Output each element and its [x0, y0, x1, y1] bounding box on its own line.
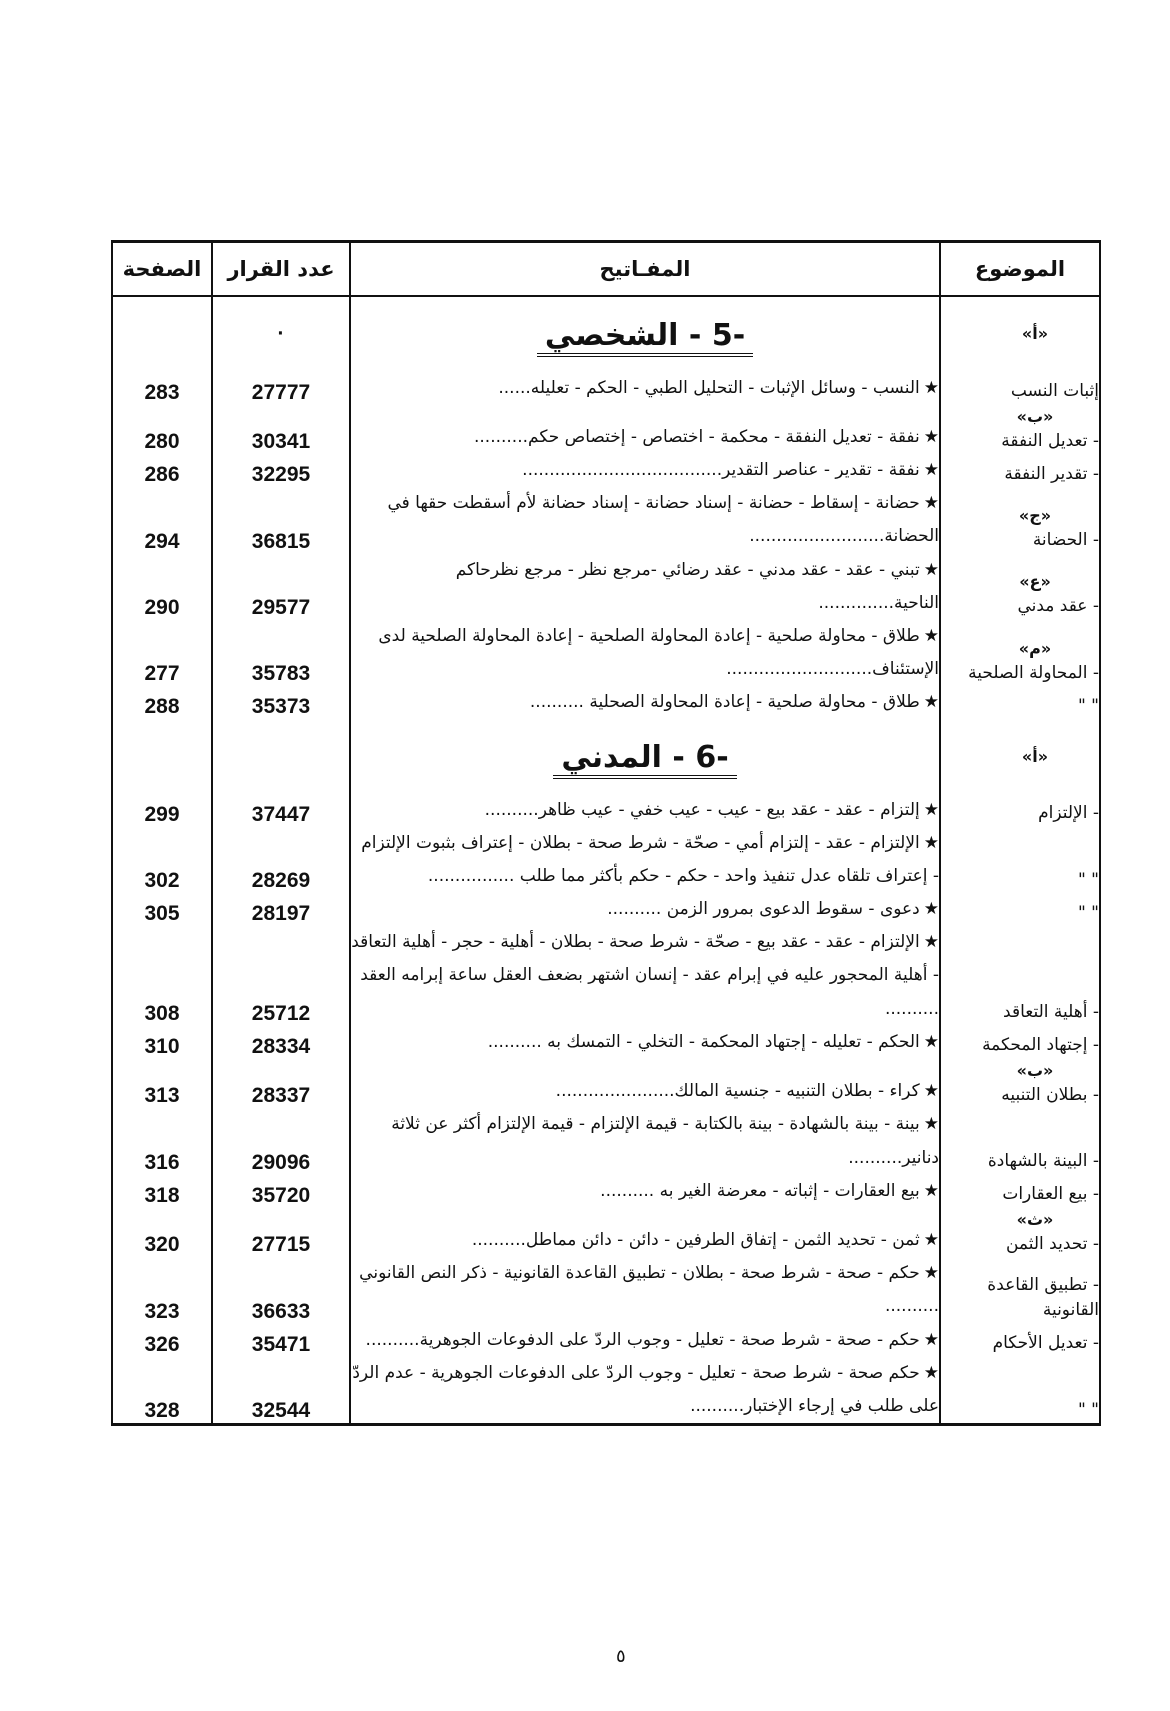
section-title: -5 - الشخصي [537, 318, 753, 357]
table-row [112, 827, 1100, 893]
table-row [112, 405, 1100, 455]
subject-label: - الإلتزام [1038, 803, 1099, 824]
star-icon: ★ [923, 493, 939, 514]
decision-number: 35373 [212, 686, 350, 719]
section-marker: «أ» [1021, 746, 1049, 766]
decision-number: 25712 [212, 926, 350, 1025]
subject-cell [940, 1108, 1100, 1174]
keywords-cell [350, 893, 940, 926]
subject-cell [940, 1257, 1100, 1323]
star-icon: ★ [923, 1031, 939, 1052]
table-row [112, 620, 1100, 686]
star-icon: ★ [923, 559, 939, 580]
subject-cell [940, 1026, 1100, 1059]
subject-cell [940, 1324, 1100, 1357]
keywords-text: الإلتزام - عقد - إلتزام أمي - صحّة - شرط صحة - بطلان - إعتراف بثبوت الإلتزام - إعتراف تلقاه عدل تنفيذ واحد - حكم - حكم بأكثر مما طلب ................ [361, 832, 939, 887]
keywords-cell [350, 372, 940, 405]
star-icon: ★ [923, 625, 939, 646]
decision-number: 32295 [212, 454, 350, 487]
keywords-text: حضانة - إسقاط - حضانة - إسناد حضانة - إسناد حضانة لأم أسقطت حقها في الحضانة......................... [387, 493, 939, 547]
keywords-text: نفقة - تقدير - عناصر التقدير..................................... [522, 460, 920, 481]
table-row [112, 1108, 1100, 1174]
subject-cell [940, 794, 1100, 827]
page-ref: 313 [112, 1059, 212, 1109]
keywords-cell [350, 554, 940, 620]
subject-label: - تعديل الأحكام [992, 1333, 1099, 1354]
keywords-cell [350, 487, 940, 553]
table-row [112, 1175, 1100, 1208]
subject-label: " " [1077, 869, 1099, 890]
header-page: الصفحة [112, 242, 212, 297]
decision-number: 30341 [212, 405, 350, 455]
table-row [112, 926, 1100, 1025]
letter-marker: «ع» [1019, 572, 1051, 592]
subject-cell [940, 620, 1100, 686]
section-marker-cell [940, 719, 1100, 794]
letter-marker: «ج» [1018, 506, 1052, 526]
decision-number: 35783 [212, 620, 350, 686]
empty-cell [212, 719, 350, 794]
section-title: -6 - المدني [553, 740, 736, 779]
page-number: ٥ [616, 1646, 626, 1667]
letter-marker: «ب» [1016, 1060, 1054, 1080]
keywords-text: إلتزام - عقد - عقد بيع - عيب - عيب خفي - عيب ظاهر.......... [484, 799, 920, 820]
page-ref: 310 [112, 1026, 212, 1059]
star-icon: ★ [923, 1230, 939, 1251]
subject-cell [940, 454, 1100, 487]
subject-cell [940, 1059, 1100, 1109]
keywords-text: بينة - بينة بالشهادة - بينة بالكتابة - قيمة الإلتزام - قيمة الإلتزام أكثر عن ثلاثة دنانير.......... [391, 1114, 939, 1168]
page-ref: 316 [112, 1108, 212, 1174]
subject-cell [940, 827, 1100, 893]
subject-label: " " [1077, 902, 1099, 923]
decision-number: 28269 [212, 827, 350, 893]
subject-cell [940, 1357, 1100, 1425]
keywords-cell [350, 827, 940, 893]
page-ref: 290 [112, 554, 212, 620]
keywords-text: حكم - صحة - شرط صحة - بطلان - تطبيق القاعدة القانونية - ذكر النص القانوني .......... [359, 1263, 939, 1317]
header-subject: الموضوع [940, 242, 1100, 297]
decision-number: 28334 [212, 1026, 350, 1059]
header-decision-no: عدد القرار [212, 242, 350, 297]
subject-label: - تحديد الثمن [1005, 1233, 1099, 1254]
letter-marker: «م» [1018, 638, 1052, 658]
subject-cell [940, 1208, 1100, 1258]
star-icon: ★ [923, 427, 939, 447]
decision-number: 29577 [212, 554, 350, 620]
page-ref: 305 [112, 893, 212, 926]
subject-label: - بيع العقارات [1002, 1184, 1099, 1205]
empty-cell [112, 719, 212, 794]
letter-marker: «ب» [1016, 406, 1054, 426]
section-title-cell [350, 719, 940, 794]
section-row-5: «أ» -5 - الشخصي · [112, 296, 1100, 372]
keywords-text: النسب - وسائل الإثبات - التحليل الطبي - الحكم - تعليله...... [498, 377, 920, 398]
keywords-text: طلاق - محاولة صلحية - إعادة المحاولة الصلحية - إعادة المحاولة الصلحية لدى الإستئناف........................... [378, 625, 939, 679]
keywords-cell [350, 1108, 940, 1174]
decision-number: 27777 [212, 372, 350, 405]
subject-label: - الحضانة [1032, 530, 1099, 551]
page-ref: 299 [112, 794, 212, 827]
keywords-cell [350, 620, 940, 686]
index-table [111, 240, 1101, 1426]
subject-label: - أهلية التعاقد [1003, 1002, 1099, 1023]
decision-number: 28337 [212, 1059, 350, 1109]
table-row [112, 454, 1100, 487]
keywords-text: الحكم - تعليله - إجتهاد المحكمة - التخلي - التمسك به .......... [487, 1031, 920, 1052]
keywords-cell [350, 926, 940, 1025]
subject-label: " " [1077, 695, 1099, 716]
keywords-text: بيع العقارات - إثباته - معرضة الغير به .......... [600, 1180, 920, 1201]
table-row [112, 487, 1100, 553]
keywords-cell [350, 405, 940, 455]
subject-label: - تطبيق القاعدة القانونية [987, 1274, 1099, 1321]
table-row [112, 1059, 1100, 1109]
keywords-cell [350, 1324, 940, 1357]
subject-label: - المحاولة الصلحية [968, 662, 1099, 683]
keywords-cell [350, 454, 940, 487]
keywords-text: حكم - صحة - شرط صحة - تعليل - وجوب الردّ على الدفوعات الجوهرية.......... [365, 1329, 920, 1350]
table-row [112, 1257, 1100, 1323]
keywords-text: دعوى - سقوط الدعوى بمرور الزمن .......... [607, 899, 920, 920]
keywords-cell [350, 1175, 940, 1208]
keywords-cell [350, 1208, 940, 1258]
page-ref: 302 [112, 827, 212, 893]
table-row [112, 1324, 1100, 1357]
star-icon: ★ [923, 460, 939, 481]
page-ref: 328 [112, 1357, 212, 1425]
table-row [112, 893, 1100, 926]
decision-number: 36633 [212, 1257, 350, 1323]
table-row [112, 1357, 1100, 1425]
table-row [112, 372, 1100, 405]
subject-cell [940, 372, 1100, 405]
star-icon: ★ [923, 932, 939, 953]
star-icon: ★ [923, 1263, 939, 1284]
decision-number: 37447 [212, 794, 350, 827]
subject-label: إثبات النسب [1010, 381, 1099, 402]
table-row [112, 1026, 1100, 1059]
table-header-row [112, 242, 1100, 297]
page-ref: 320 [112, 1208, 212, 1258]
star-icon: ★ [923, 899, 939, 920]
subject-label: - تعديل النفقة [1001, 430, 1099, 451]
keywords-text: كراء - بطلان التنبيه - جنسية المالك...................... [555, 1081, 920, 1102]
decision-number: 35471 [212, 1324, 350, 1357]
subject-label: - تقدير النفقة [1004, 463, 1099, 484]
subject-cell [940, 926, 1100, 1025]
section-row-6 [112, 719, 1100, 794]
star-icon: ★ [923, 1180, 939, 1201]
decision-number: 32544 [212, 1357, 350, 1425]
keywords-cell [350, 1357, 940, 1425]
subject-cell [940, 405, 1100, 455]
subject-label: - إجتهاد المحكمة [982, 1035, 1099, 1056]
keywords-text: طلاق - محاولة صلحية - إعادة المحاولة الصحلية .......... [529, 692, 920, 713]
decision-number: 35720 [212, 1175, 350, 1208]
section-marker: «أ» [1021, 324, 1049, 344]
decision-number: 28197 [212, 893, 350, 926]
star-icon: ★ [923, 1329, 939, 1350]
page-ref: 308 [112, 926, 212, 1025]
star-icon: ★ [923, 692, 939, 713]
subject-label: - عقد مدني [1017, 596, 1099, 617]
subject-cell [940, 893, 1100, 926]
page-ref: 283 [112, 372, 212, 405]
subject-cell [940, 487, 1100, 553]
page-ref: 280 [112, 405, 212, 455]
subject-label: " " [1077, 1399, 1099, 1420]
page-ref: 323 [112, 1257, 212, 1323]
page-ref: 294 [112, 487, 212, 553]
decision-number: 27715 [212, 1208, 350, 1258]
decision-number: 29096 [212, 1108, 350, 1174]
table-row [112, 1208, 1100, 1258]
star-icon: ★ [923, 1081, 939, 1102]
subject-label: - بطلان التنبيه [1001, 1084, 1099, 1105]
page-ref: 318 [112, 1175, 212, 1208]
keywords-text: نفقة - تعديل النفقة - محكمة - اختصاص - إختصاص حكم.......... [473, 427, 920, 447]
subject-cell [940, 686, 1100, 719]
decision-number: 36815 [212, 487, 350, 553]
table-row [112, 794, 1100, 827]
subject-cell [940, 554, 1100, 620]
table-row [112, 686, 1100, 719]
keywords-cell [350, 686, 940, 719]
star-icon: ★ [923, 377, 939, 398]
page-ref: 326 [112, 1324, 212, 1357]
letter-marker: «ث» [1016, 1209, 1054, 1229]
keywords-cell [350, 1026, 940, 1059]
keywords-text: ثمن - تحديد الثمن - إتفاق الطرفين - دائن - دائن مماطل.......... [471, 1230, 920, 1251]
keywords-text: حكم صحة - شرط صحة - تعليل - وجوب الردّ على الدفوعات الجوهرية - عدم الردّ على طلب في إرجاء الإختبار.......... [352, 1362, 939, 1416]
star-icon: ★ [923, 832, 939, 853]
keywords-cell [350, 1059, 940, 1109]
subject-cell [940, 1175, 1100, 1208]
table-row [112, 554, 1100, 620]
page-ref: 277 [112, 620, 212, 686]
page-ref: 286 [112, 454, 212, 487]
keywords-text: الإلتزام - عقد - عقد بيع - صحّة - شرط صحة - بطلان - أهلية - حجر - أهلية التعاقد - أهلية المحجور عليه في إبرام عقد - إنسان اشتهر بضعف العقل ساعة إبرامه العقد .......... [351, 932, 939, 1019]
page-ref: 288 [112, 686, 212, 719]
star-icon: ★ [923, 799, 939, 820]
star-icon: ★ [923, 1362, 939, 1383]
subject-label: - البينة بالشهادة [987, 1151, 1099, 1172]
keywords-cell [350, 794, 940, 827]
header-keywords: المفـاتيح [350, 242, 940, 297]
keywords-cell [350, 1257, 940, 1323]
star-icon: ★ [923, 1114, 939, 1135]
keywords-text: تبني - عقد - عقد مدني - عقد رضائي -مرجع نظر - مرجع نظرحاكم الناحية.............. [455, 559, 939, 613]
